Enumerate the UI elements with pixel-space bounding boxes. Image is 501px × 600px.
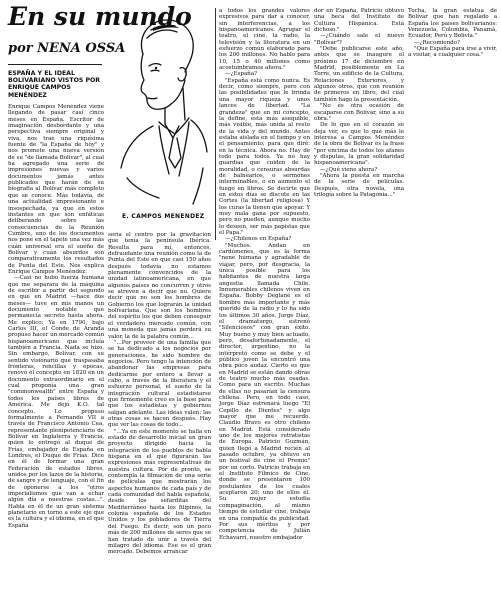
column-rule <box>215 8 216 240</box>
column-3 <box>219 8 310 598</box>
paragraph: —¿Qué viene ahora? <box>320 166 378 173</box>
rule-top <box>8 64 102 65</box>
paragraph: "España está como nunca. Es decir, como siempre, pero con las posibilidades que le brinda una mayor riqueza y unos lances de libertad. "La grandeza" que en mi concepto, la define, está más asequible, más visible, más unida al resto de la vida y del mundo. Antes estaba aislada en el tiempo y en el pensamiento; para que diré: en la técnica. Ahora no. Hay de todo para todos. Ya no hay guardias que cuiden de la moralidad, o censuras absurdas de balnearios, o sermones interminables, o en aumento el fuego en libros. Se decirte que en estos días se discute en las Cortes (la libertad religiosa) Y los curas la tienen que apoyar. Y muy mala gana por supuesto, pero no pueden, aunque mucho lo deseen, ser más papistas que el Papa." <box>219 77 310 237</box>
paragraph: "...Ya en este momento se halla en estado de desarrollo inicial un gran proyecto dirigido hacia la integración de los pueblos de habla hispana en el que figurarán las expresiones más representativas de nuestra cultura. Por de pronto, se contempla la filmación de una serie de películas que mostrarán los aspectos humanos de cada país y de cada comunidad del habla española, desde los sefarditas del Mediterráneo hasta los filipinos, la colonia española de los Estados Unidos y los pobladores de Tierra del Fuego. Es decir, son un poco más de 200 millones de seres que se han tratado de unir a través del milagro del idioma. Ese es el gran mercado. Debemos arrancar <box>108 428 211 556</box>
paragraph: "Muchos. Andan en cardúmenes, que es la forma "nene humana y agradable de viajar, pero, por desgracia, la única posible para los habitantes de nuestra larga angustia llamada Chile. Innumerables chilenos viven en España. Bobby Deglané es el hombre más importante y más querido de la radio y lo ha sido los últimos 30 años. Jorge Díaz, el dramaturgo, estrenó "Silenciosos" con gran éxito. Muy bueno y muy bien actuado, pero, desafortunadamente, el director, argentino, no la interpretó como se debe y el público joven la encontró una obra poco audaz. Cierto es que en Madrid se están dando obras de teatro mucho más osadas. Como para un escrito. Muchas de ellas no pasarían la censura chilena. Pero, en todo caso, Jorge Díaz estrenará luego "El Cepillo de Dientes" y algo mayor que me recuerdo. Claudio Bravo es otro chileno en Madrid. Está considerado uno de los mejores retratistas de Europa. Patricio Guzmán, quien llegó a Madrid recién al pasado octubre, ya obtuvo en un festival de cine el Premio" por un corto. Patricio trabaja en el Instituto Fílmico de Cine, donde se presentaron 100 postulantes de los cuales aceptaron 20; uno de ellos él. Su mujer estudia compaginación, al mismo tiempo de estudiar cine, trabaja en una compañía de publicidad. Por sus méritos y por competencia de Julián Echavarri, nuestro embajador <box>219 242 310 541</box>
paragraph: sería el centro por la gravitación que tenía la península Ibérica. Resulta para mí, entonces, defraudante una reunión como la de Punta del Este en que casi 150 años después todavía no estamos plenamente convencidos de la unidad latinoamericana, en que algunos países no concurren y otros se atreven a decir que no. Quiere decir que no son los hombres de Gobierno los que lograrán la unidad bolivariana. Que son los hombres del espíritu los que deben conseguir el verdadero mercado común, con una moneda que jamás perderá su valor, la de la palabra común... <box>108 232 211 340</box>
paragraph: "...Por proveer de una familia que se ha dedicado a los negocios por generaciones, he sido hombre de negocios. Pero tengo la intención de abandonar las empresas para dedicarme por entero a llevar a cabo, a través de la literatura y el esfuerzo personal, el sueño de la integración cultural estadistarse que firmemente creo es la base para que los estadistas y gobiernos salgan adelante. Las ideas valen; las otras cosas se hacen después. Hay que ver las cosas de todo... <box>108 339 211 429</box>
byline: por NENA OSSA <box>8 41 126 56</box>
portrait-illustration <box>107 8 212 218</box>
column-2 <box>108 232 211 598</box>
paragraph: Tocha, la gran estatua de Bolívar que han regalado a España los países bolivarianos: Venezuela, Colombia, Panamá, Ecuador, Perú y Bolivia." <box>408 8 497 40</box>
paragraph: —¿España? <box>225 71 257 78</box>
paragraph: "Que España para irse a vivir, a visitar, a cualquier cosa." <box>408 46 497 59</box>
paragraph: "Debe publicarse este año, antes que se inaugure el próximo 17 de diciembre en Madrid, posiblemente en La Torre, un edificio de la Cultura, Relaciones Exteriores, y algunos otros, que con reunión de primeros en libro, del cual también hago la presentación. <box>314 46 404 103</box>
paragraph: a todos los grandes valores expresivos para dar a conocer, sin interferencias, a los hispanoamericanos. Agrupar el teatro, el cine, la radio, la televisión y la literatura en un esfuerzo común elaborado para los 200 millones. No hablo para 10, 15 o 40 millones como acostumbramos ahora." <box>219 8 310 72</box>
headline: En su mundo <box>8 2 192 31</box>
paragraph: Enrique Campos Menéndez viene llegando de pasar casi cinco meses en España. Escritor de imaginación desbordante y una perspectiva siempre original y viva, nos trae una riquísima fuente de "la España de hoy" y nos promete una nueva versión de su "de llamada Bolívar", al cual ha agregado una serie de impresiones nuevas y varios documentos jamás antes publicados que harán de su biografía al Bolívar más completo que se conoce. Más todavía, de una actualidad impresionante e insospechada, ya que en estos instantes en que son enfáticas deliberando sobre las consecuencias de la Reunión Cumbre, uno de los documentos nos pone en el tapete una vez más cuán universal era el sueño de Bolívar y cuán absurdos son comparativamente los resultados de Punta del Este. Nos explica Enrique Campos Menéndez: <box>8 104 104 275</box>
paragraph: "Ahora la puesta en marcha de la serie de películas. Después, otra novela, una trilogía sobre la Patagonia..." <box>314 172 404 198</box>
paragraph: dor en España, Patricio obtuvo una beca del Instituto de Cultura Hispánica. Está dichoso." <box>314 8 404 34</box>
paragraph: —¿Chilenos en España? <box>225 236 292 243</box>
subhead: ESPAÑA Y EL IDEAL BOLIVARIANO VISTOS POR ENRIQUE CAMPOS MENÉNDEZ <box>8 70 101 99</box>
photo-caption: E. CAMPOS MENENDEZ <box>122 213 205 220</box>
paragraph: De lo que en el corazón se deja ver, es que lo que más le interesa a Campos Menéndez de la obra de Bolívar es la frase "por encima de todos los afanes y disputas, la gran solidaridad hispanoamericana". <box>314 122 404 167</box>
column-1 <box>8 104 104 598</box>
paragraph: —¿Recomiendo? <box>414 39 460 46</box>
paragraph: "No es otra ocasión de escaparse con Bolívar, sino a su obra." <box>314 103 404 122</box>
paragraph: —Casi no hubo fuerza humana que me separara de la máquina de escribir a partir del segundo en que en Madrid —hace dos meses— tuve en mis manos un documento notable que permanecía secreto hasta ahora. Me explico: Ya en 1790, bajo Carlos III, el Conde de Aranda propuso hacer un mercado común hispanoamericano que incluía también a Francia. Nada se hizo. Sin embargo, Bolívar, con su sentido visionario que traspasaba fronteras, rencillas y épocas, renovó el concepto en 1820 en un documento extraordinario en el cual proponía una gran "commonwealth" entre España y todos los países libres de América. Me dejó K.O. tal concepto. Lo propuso formalmente a Fernando VII a través de Francisco Antonio Cea, representante plenipotenciario de Bolívar en Inglaterra y Francia, quien lo entregó al duque de Frías, embajador de España en Londres, el Duque de Frías. Dice en él de formar una gran Federación de estados libres, unidos por los lazos de la historia, de sangre y de lenguaje, con el fin de oponerse a los "otros imperialismos que van a echar algún día a nuestras costas...". Habla en él de un gran sistema planetario en torno a este eje que es la cultura y el idioma, en el que España <box>8 275 104 529</box>
column-4 <box>314 8 404 598</box>
column-5 <box>408 8 497 598</box>
paragraph: —¿Cuándo sale el nuevo "Bolívar"? <box>314 33 404 46</box>
